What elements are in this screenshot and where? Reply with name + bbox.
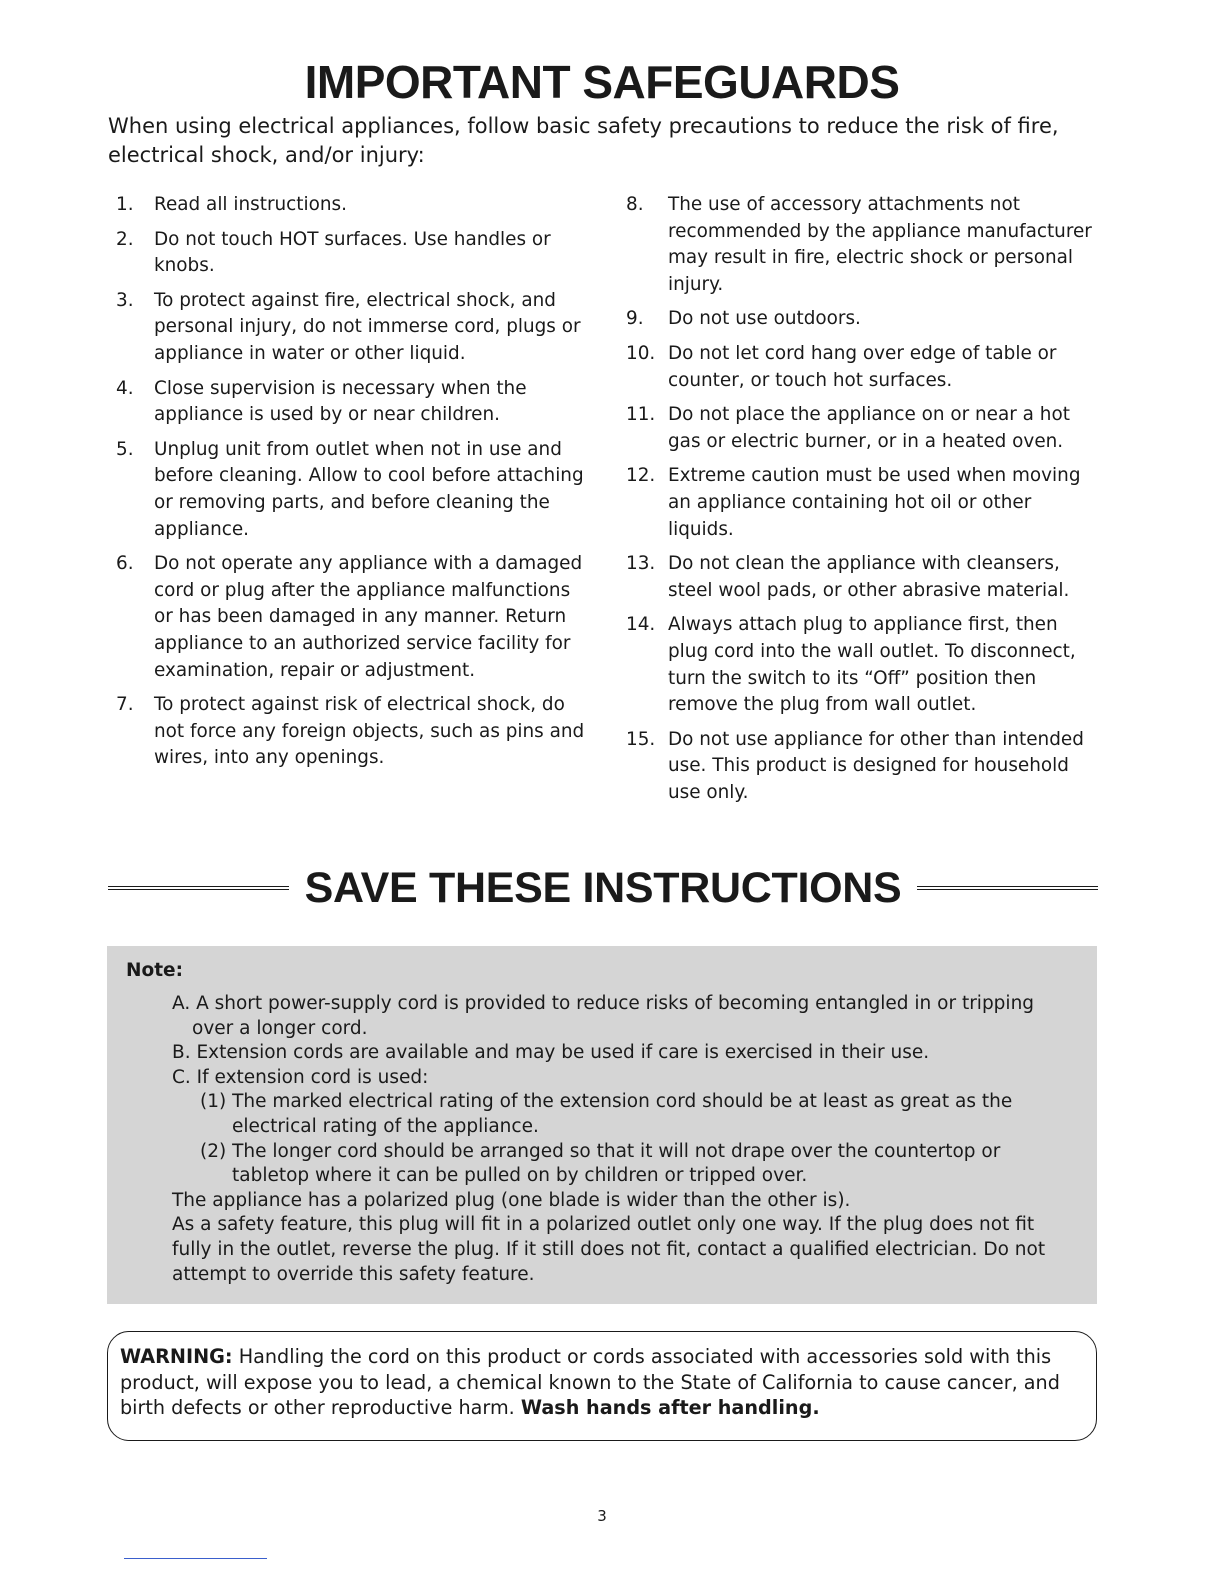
item-number: 12. <box>626 465 656 487</box>
note-item-c1: (1) The marked electrical rating of the extension cord should be at least as great as the electrical rating of the appliance. <box>200 1091 1013 1137</box>
note-item-c: C. If extension cord is used: <box>172 1066 429 1088</box>
item-number: 13. <box>626 553 656 575</box>
item-number: 11. <box>626 404 656 426</box>
list-item <box>626 551 1102 604</box>
item-number: 3. <box>116 289 134 311</box>
item-text: To protect against fire, electrical shock, and personal injury, do not immerse cord, plugs or appliance in water or other liquid. <box>154 289 581 364</box>
note-box <box>107 946 1097 1304</box>
note-heading: Note: <box>126 960 183 981</box>
left-divider <box>108 886 289 890</box>
safeguards-list-left <box>116 192 594 780</box>
footer-link-underline <box>124 1558 267 1559</box>
list-item <box>626 306 1102 333</box>
list-item <box>626 727 1102 807</box>
note-item-a: A. A short power-supply cord is provided to reduce risks of becoming entangled in or tripping over a longer cord. <box>172 993 1035 1039</box>
note-polarized: The appliance has a polarized plug (one blade is wider than the other is). <box>172 1189 851 1211</box>
item-text: Do not clean the appliance with cleansers, steel wool pads, or other abrasive material. <box>668 553 1070 601</box>
list-item <box>116 551 594 684</box>
intro-paragraph: When using electrical appliances, follow basic safety precautions to reduce the risk of fire, electrical shock, and/or injury: <box>108 114 1059 167</box>
save-instructions-heading: SAVE THESE INSTRUCTIONS <box>304 863 902 912</box>
item-number: 2. <box>116 228 134 250</box>
warning-emphasis: Wash hands after handling. <box>520 1396 820 1420</box>
list-item <box>626 402 1102 455</box>
list-item <box>116 288 594 368</box>
list-item <box>626 192 1102 298</box>
item-text: The use of accessory attachments not recommended by the appliance manufacturer may result in fire, electric shock or personal injury. <box>668 194 1092 295</box>
note-safety: As a safety feature, this plug will fit in a polarized outlet only one way. If the plug does not fit fully in the outlet, reverse the plug. If it still does not fit, contact a qualified electrician. Do not attempt to override this safety feature. <box>172 1214 1046 1285</box>
item-number: 1. <box>116 194 134 215</box>
list-item <box>626 612 1102 718</box>
item-number: 7. <box>116 694 134 716</box>
save-instructions-banner <box>108 858 1098 918</box>
item-number: 15. <box>626 728 656 750</box>
page-title: IMPORTANT SAFEGUARDS <box>304 56 900 108</box>
list-item <box>116 227 594 280</box>
warning-label: WARNING: <box>120 1345 233 1368</box>
item-text: Do not operate any appliance with a damaged cord or plug after the appliance malfunctions or has been damaged in any manner. Return appliance to an authorized service facility for examination, repair or adjustment. <box>154 553 583 681</box>
item-number: 9. <box>626 308 644 330</box>
item-text: Extreme caution must be used when moving an appliance containing hot oil or other liquids. <box>668 465 1081 540</box>
item-text: Do not use outdoors. <box>668 308 861 330</box>
item-text: Do not place the appliance on or near a hot gas or electric burner, or in a heated oven. <box>668 404 1070 452</box>
item-number: 6. <box>116 553 134 575</box>
item-number: 14. <box>626 614 656 636</box>
item-text: Do not let cord hang over edge of table or counter, or touch hot surfaces. <box>668 342 1057 391</box>
warning-box <box>107 1331 1097 1441</box>
item-number: 8. <box>626 194 644 215</box>
list-item <box>116 192 594 219</box>
list-item <box>626 463 1102 543</box>
item-text: Do not touch HOT surfaces. Use handles or knobs. <box>154 228 551 277</box>
safeguards-list-right <box>626 192 1102 814</box>
item-text: Always attach plug to appliance first, then plug cord into the wall outlet. To disconnect, turn the switch to its “Off” position then remove the plug from wall outlet. <box>668 614 1076 716</box>
item-text: To protect against risk of electrical shock, do not force any foreign objects, such as pins and wires, into any openings. <box>154 694 585 769</box>
note-item-c2: (2) The longer cord should be arranged so that it will not drape over the countertop or tabletop where it can be pulled on by children or tripped over. <box>200 1140 1001 1187</box>
item-text: Read all instructions. <box>154 194 347 215</box>
list-item <box>626 341 1102 394</box>
list-item <box>116 437 594 543</box>
item-text: Close supervision is necessary when the appliance is used by or near children. <box>154 377 527 426</box>
item-number: 4. <box>116 377 134 399</box>
list-item <box>116 376 594 429</box>
page-number: 3 <box>597 1507 607 1525</box>
note-item-b: B. Extension cords are available and may be used if care is exercised in their use. <box>172 1042 930 1064</box>
right-divider <box>917 886 1098 890</box>
list-item <box>116 692 594 772</box>
item-text: Do not use appliance for other than intended use. This product is designed for household use only. <box>668 728 1084 803</box>
item-text: Unplug unit from outlet when not in use and before cleaning. Allow to cool before attaching or removing parts, and before cleaning the appliance. <box>154 438 584 540</box>
item-number: 5. <box>116 438 134 460</box>
warning-text: Handling the cord on this product or cords associated with accessories sold with this product, will expose you to lead, a chemical known to the State of California to cause cancer, and birth defects or other reproductive harm. <box>120 1345 1060 1420</box>
item-number: 10. <box>626 342 656 364</box>
